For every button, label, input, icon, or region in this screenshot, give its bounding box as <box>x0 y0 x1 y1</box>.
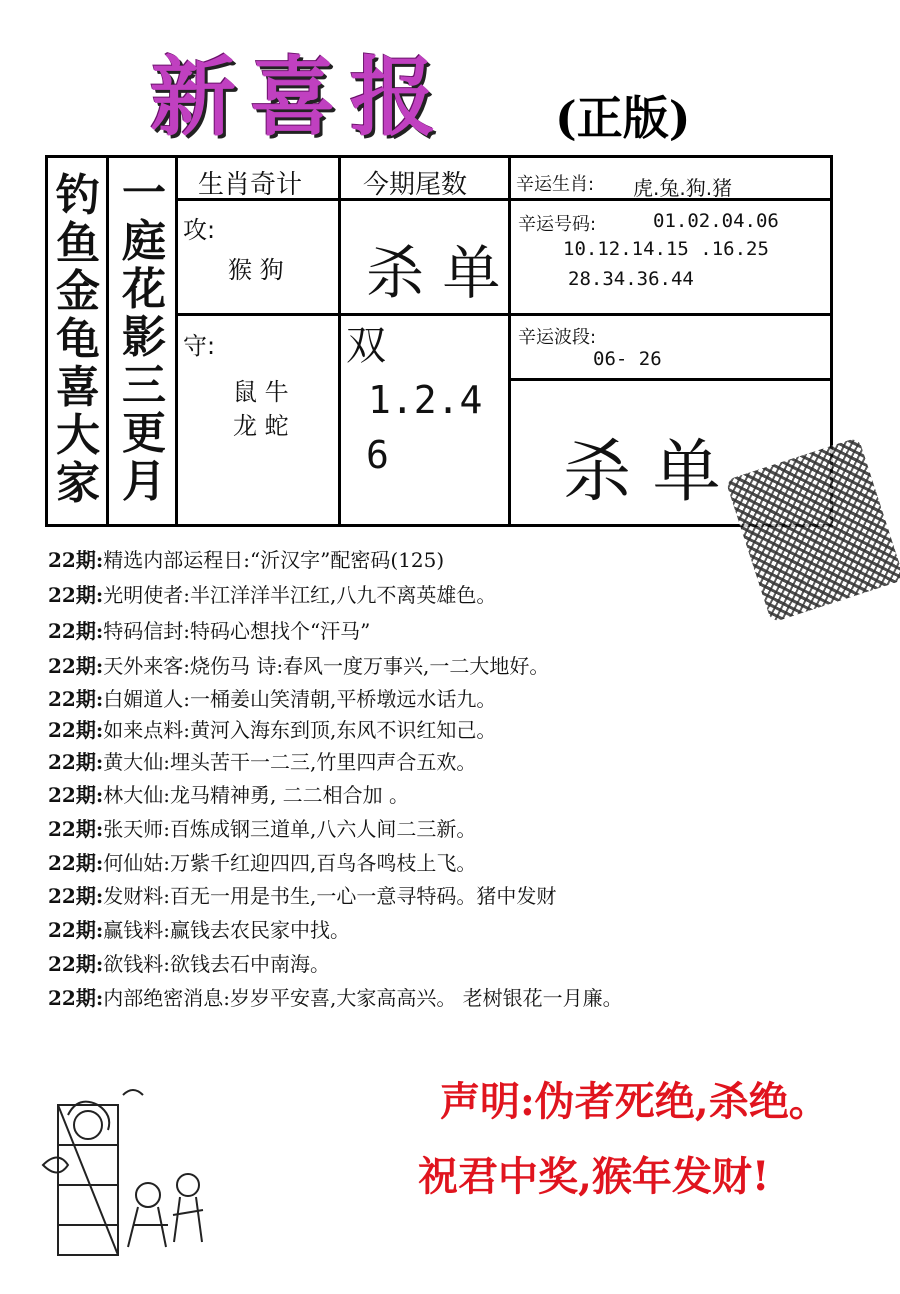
page-title: 新喜报 <box>150 47 450 148</box>
defend-row-1: 鼠 牛 <box>233 378 289 406</box>
period-label: 22期: <box>48 750 104 774</box>
period-label: 22期: <box>48 851 104 875</box>
prediction-text: 黄大仙:埋头苦干一二三,竹里四声合五欢。 <box>103 750 477 774</box>
kill-single-small: 杀 单 <box>366 239 501 307</box>
prediction-line <box>48 813 476 842</box>
header-zodiac-plan: 生肖奇计 <box>198 170 303 200</box>
period-label: 22期: <box>48 952 104 976</box>
period-label: 22期: <box>48 619 104 643</box>
info-table <box>45 155 833 527</box>
period-label: 22期: <box>48 783 104 807</box>
lucky-numbers-row-1: 01.02.04.06 <box>653 210 779 232</box>
period-label: 22期: <box>48 817 104 841</box>
defend-label: 守: <box>183 332 216 360</box>
prediction-line <box>48 982 623 1011</box>
prediction-line <box>48 683 496 712</box>
prediction-line <box>48 914 350 943</box>
prediction-line <box>48 948 330 977</box>
prediction-line <box>48 714 496 743</box>
prediction-line <box>48 847 476 876</box>
lucky-numbers-row-2: 10.12.14.15 .16.25 <box>563 238 769 260</box>
prediction-line <box>48 544 444 573</box>
edition-badge: (正版) <box>555 91 691 145</box>
double-label: 双 <box>346 323 386 369</box>
prediction-text: 欲钱料:欲钱去石中南海。 <box>103 952 330 976</box>
prediction-text: 发财料:百无一用是书生,一心一意寻特码。猪中发财 <box>103 884 557 908</box>
period-label: 22期: <box>48 583 104 607</box>
cartoon-illustration <box>38 1085 218 1265</box>
prediction-text: 天外来客:烧伤马 诗:春风一度万事兴,一二大地好。 <box>103 654 550 678</box>
lucky-wave-label: 辛运波段: <box>518 327 597 348</box>
poem-column-2: 一庭花影三更月 <box>122 168 166 507</box>
defend-row-2: 龙 蛇 <box>233 412 289 440</box>
period-label: 22期: <box>48 548 104 572</box>
lucky-zodiac-value: 虎.兔.狗.猪 <box>633 176 733 200</box>
prediction-text: 白媚道人:一桶姜山笑清朝,平桥墩远水话九。 <box>103 687 497 711</box>
period-label: 22期: <box>48 884 104 908</box>
lucky-zodiac-label: 辛运生肖: <box>516 174 595 195</box>
prediction-line <box>48 650 549 679</box>
prediction-text: 赢钱料:赢钱去农民家中找。 <box>103 918 350 942</box>
period-label: 22期: <box>48 654 104 678</box>
lucky-numbers-row-3: 28.34.36.44 <box>568 268 694 290</box>
prediction-text: 精选内部运程日:“沂汉字”配密码(125) <box>103 548 445 572</box>
period-label: 22期: <box>48 986 104 1010</box>
prediction-text: 内部绝密消息:岁岁平安喜,大家高高兴。 老树银花一月廉。 <box>103 986 623 1010</box>
kill-single-large: 杀 单 <box>563 433 721 512</box>
prediction-text: 如来点料:黄河入海东到顶,东风不识红知己。 <box>103 718 497 742</box>
prediction-text: 张天师:百炼成钢三道单,八六人间二三新。 <box>103 817 477 841</box>
lucky-numbers-label: 辛运号码: <box>518 214 597 235</box>
prediction-text: 何仙姑:万紫千红迎四四,百鸟各鸣枝上飞。 <box>103 851 477 875</box>
prediction-line <box>48 579 496 608</box>
period-label: 22期: <box>48 718 104 742</box>
prediction-line <box>48 615 370 644</box>
attack-label: 攻: <box>183 216 216 244</box>
declaration-line-2: 祝君中奖,猴年发财! <box>418 1153 770 1200</box>
prediction-line <box>48 779 409 808</box>
tail-digits-row-1: 1.2.4 <box>368 378 483 422</box>
lucky-wave-value: 06- 26 <box>593 348 662 370</box>
attack-value: 猴 狗 <box>228 256 284 284</box>
prediction-text: 光明使者:半江洋洋半江红,八九不离英雄色。 <box>103 583 497 607</box>
prediction-text: 林大仙:龙马精神勇, 二二相合加 。 <box>103 783 410 807</box>
prediction-line <box>48 746 476 775</box>
header-tail-number: 今期尾数 <box>363 170 468 200</box>
poem-column-1: 钓鱼金龟喜大家 <box>56 170 100 509</box>
prediction-line <box>48 880 556 909</box>
period-label: 22期: <box>48 918 104 942</box>
tail-digits-row-2: 6 <box>366 433 389 477</box>
prediction-text: 特码信封:特码心想找个“汗马” <box>103 619 371 643</box>
period-label: 22期: <box>48 687 104 711</box>
declaration-line-1: 声明:伪者死绝,杀绝。 <box>440 1078 829 1125</box>
